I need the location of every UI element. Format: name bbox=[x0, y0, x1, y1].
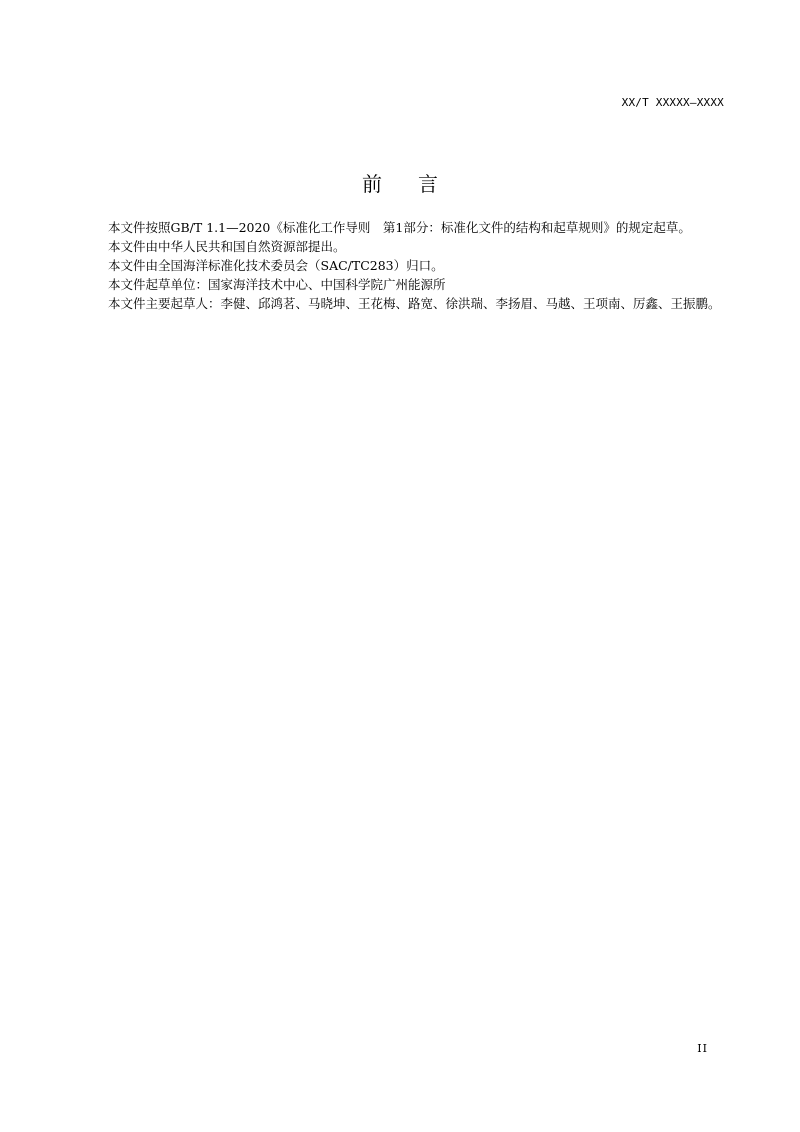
foreword-body bbox=[83, 218, 725, 313]
page-title: 前言 bbox=[362, 172, 474, 196]
paragraph-drafting-units: 本文件起草单位：国家海洋技术中心、中国科学院广州能源所 bbox=[108, 277, 446, 292]
paragraph-proposer: 本文件由中华人民共和国自然资源部提出。 bbox=[108, 239, 346, 254]
paragraph-drafting-rules: 本文件按照GB/T 1.1—2020《标准化工作导则 第1部分：标准化文件的结构和起草规则》的规定起草。 bbox=[108, 220, 691, 235]
paragraph-drafters: 本文件主要起草人：李健、邱鸿茗、马晓坤、王花梅、路宽、徐洪瑞、李扬眉、马越、王项南、厉鑫、王振鹏。 bbox=[108, 296, 721, 311]
document-code: XX/T XXXXX—XXXX bbox=[621, 96, 724, 109]
paragraph-committee: 本文件由全国海洋标准化技术委员会（SAC/TC283）归口。 bbox=[108, 258, 444, 273]
page-number: II bbox=[697, 1042, 708, 1055]
